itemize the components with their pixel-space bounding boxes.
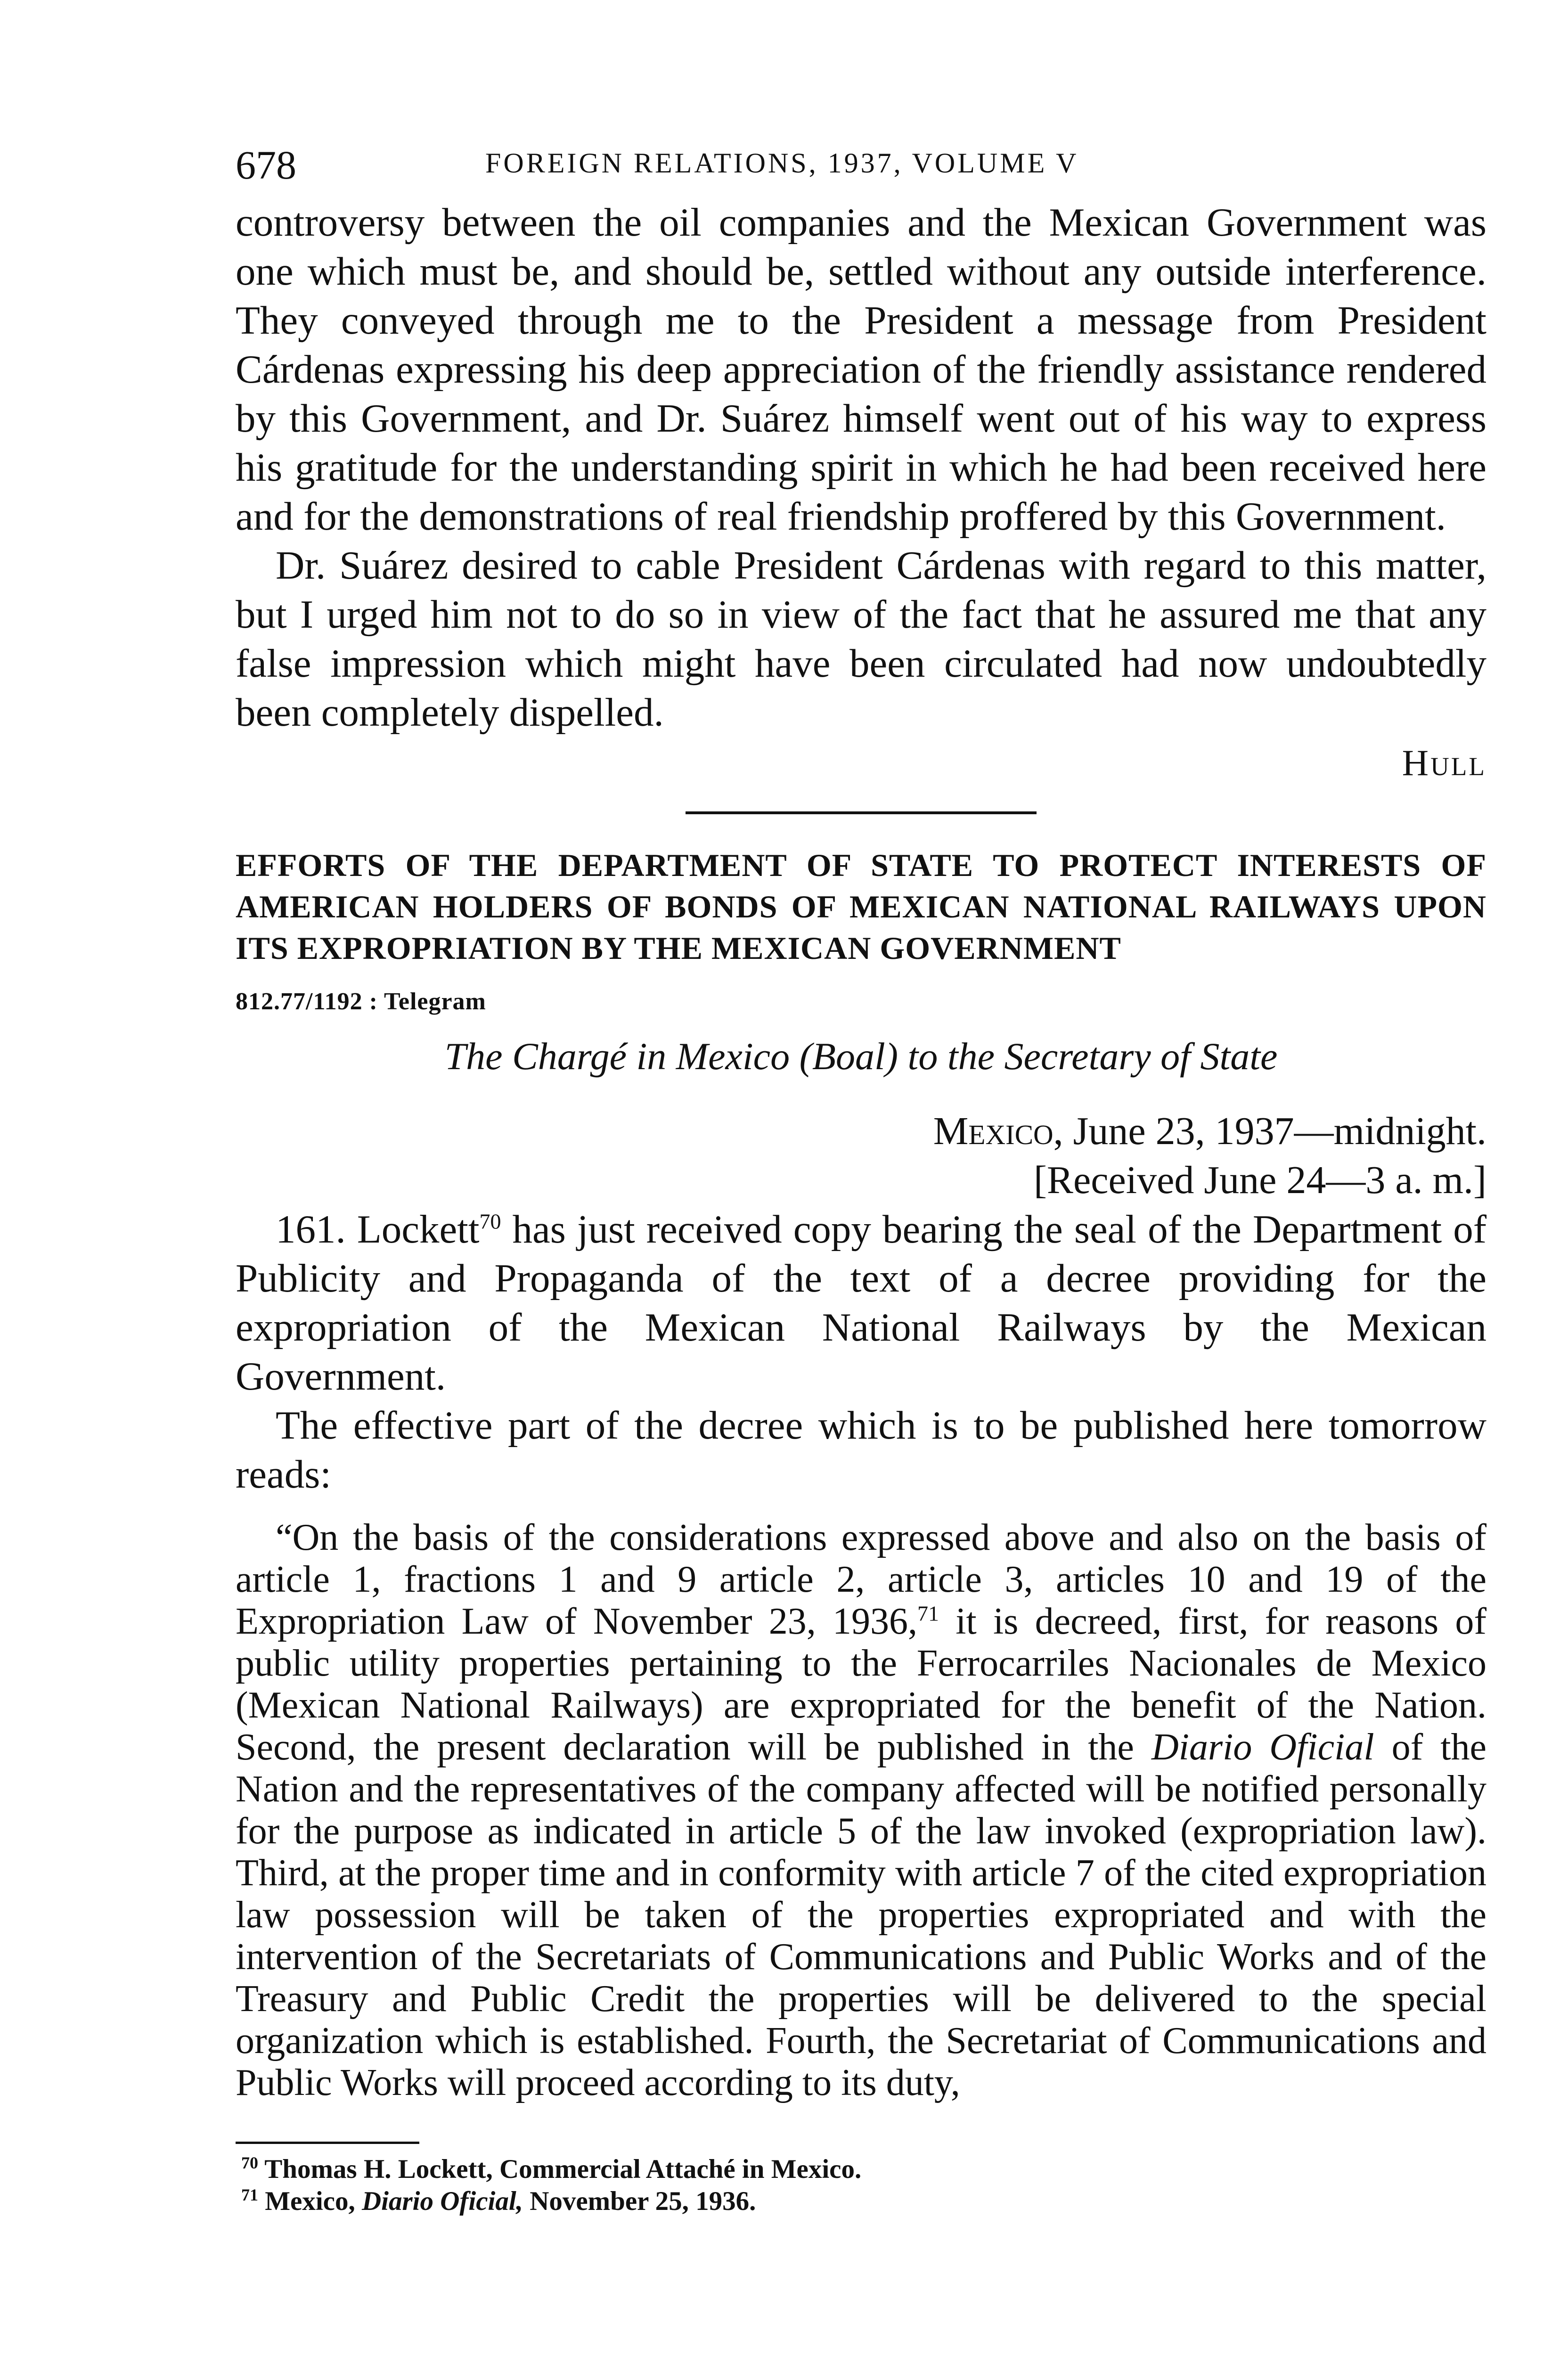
- telegram-text: has just received copy bearing the seal of the Department of Publicity and Propaganda of the text of a decree providing for the expropriation of the Mexican National Railways by the Mexican Government.: [236, 1207, 1486, 1399]
- footnote-ref: 71: [917, 1601, 939, 1626]
- footnote-text: November 25, 1936.: [523, 2186, 756, 2216]
- running-title: FOREIGN RELATIONS, 1937, VOLUME V: [485, 147, 1079, 179]
- footnote-publication: Diario Oficial,: [361, 2186, 523, 2216]
- paragraph: Dr. Suárez desired to cable President Cárdenas with regard to this matter, but I urged him not to do so in view of the fact that he assured me that any false impression which might have been circulated had now undoubtedly been completely dispelled.: [236, 543, 1486, 735]
- footnote: [236, 2185, 1486, 2217]
- dateline-date: , June 23, 1937—midnight.: [1053, 1109, 1486, 1153]
- telegram-number: 161. Lockett: [276, 1207, 480, 1252]
- footnote: [236, 2153, 1486, 2185]
- decree-quote: [236, 1517, 1486, 2104]
- document-file-number: 812.77/1192 : Telegram: [236, 988, 486, 1015]
- received-line: [Received June 24—3 a. m.]: [1033, 1158, 1486, 1202]
- page: [236, 141, 1486, 2217]
- footnote-ref: 70: [479, 1209, 501, 1234]
- telegram-paragraph: [236, 1205, 1486, 1401]
- quote-text: it is decreed, first, for reasons of public utility properties pertaining to the Ferrocarriles Nacionales de Mexico (Mexican National Railways) are expropriated for the benefit of the Nation. Second, the present declaration will be published in the: [236, 1601, 1487, 1768]
- quote-text: of the Nation and the representatives of the company affected will be notified personally for the purpose as indicated in article 5 of the law invoked (expropriation law). Third, at the proper time and in conformity with article 7 of the cited expropriation law possession will be taken of the properties expropriated and with the intervention of the Secretariats of Communications and Public Works and of the Treasury and Public Credit the properties will be delivered to the special organization which is established. Fourth, the Secretariat of Communications and Public Works will proceed according to its duty,: [236, 1726, 1487, 2103]
- document-title: The Chargé in Mexico (Boal) to the Secretary of State: [444, 1035, 1278, 1078]
- dateline: [236, 1107, 1486, 1156]
- running-head: [236, 141, 1486, 198]
- dateline-place: Mexico: [933, 1109, 1054, 1153]
- footnote-marker: 71: [241, 2185, 258, 2204]
- page-number: 678: [236, 142, 296, 188]
- footnote-text: Thomas H. Lockett, Commercial Attaché in Mexico.: [264, 2154, 862, 2184]
- footnote-marker: 70: [241, 2153, 258, 2172]
- section-heading: EFFORTS OF THE DEPARTMENT OF STATE TO PROTECT INTERESTS OF AMERICAN HOLDERS OF BONDS OF MEXICAN NATIONAL RAILWAYS UPON ITS EXPROPRIATION BY THE MEXICAN GOVERNMENT: [236, 847, 1486, 966]
- publication-title: Diario Oficial: [1151, 1726, 1374, 1768]
- signature: Hull: [1402, 742, 1486, 783]
- footnote-text: Mexico,: [265, 2186, 362, 2216]
- paragraph: The effective part of the decree which is to be published here tomorrow reads:: [236, 1403, 1486, 1497]
- quote-text: “On the basis of the considerations expressed above and also on the basis of article 1, fractions 1 and 9 article 2, article 3, articles 10 and 19 of the Expropriation Law of November 23, 1936,: [236, 1517, 1486, 1642]
- section-divider: [686, 811, 1037, 814]
- continued-paragraph: controversy between the oil companies and the Mexican Government was one which must be, and should be, settled without any outside interference. They conveyed through me to the President a message from President Cárdenas expressing his deep appreciation of the friendly assistance rendered by this Government, and Dr. Suárez himself went out of his way to express his gratitude for the understanding spirit in which he had been received here and for the demonstrations of real friendship proffered by this Government.: [236, 200, 1486, 539]
- footnote-divider: [236, 2142, 419, 2144]
